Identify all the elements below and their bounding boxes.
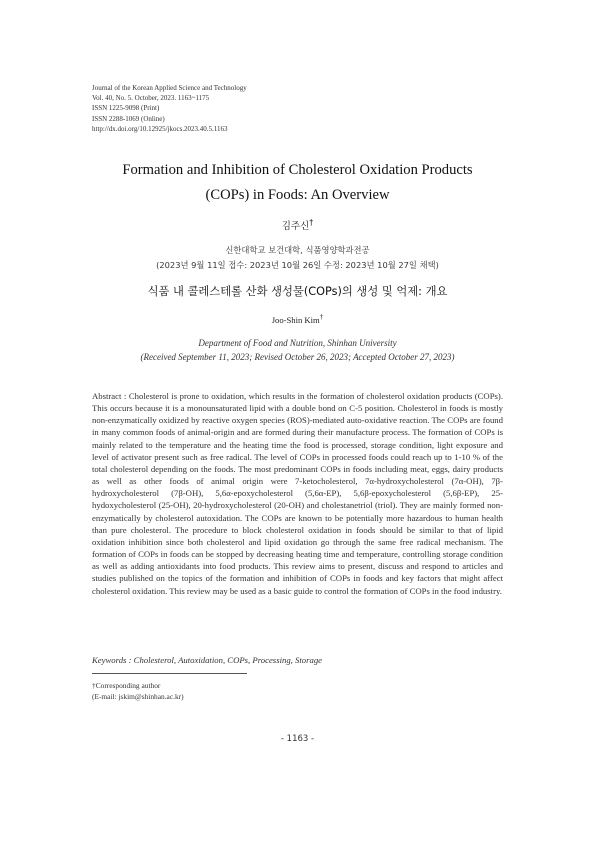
korean-title: 식품 내 콜레스테롤 산화 생성물(COPs)의 생성 및 억제: 개요: [147, 285, 448, 298]
english-author: [0, 313, 595, 325]
journal-name: Journal of the Korean Applied Science and Technology: [92, 84, 247, 92]
corresponding-mark: †: [309, 218, 314, 227]
paper-title-line1: Formation and Inhibition of Cholesterol Oxidation Products: [122, 162, 473, 178]
keywords: Keywords : Cholesterol, Autoxidation, COPs, Processing, Storage: [92, 655, 323, 665]
abstract-text: Cholesterol is prone to oxidation, which results in the formation of cholesterol oxidation products (COPs). This occurs because it is a monounsaturated lipid with a double bond on C-5 position. Cholesterol in foods is mostly non-enzymatically oxidized by reactive oxygen species (ROS)-mediated auto-oxidative reaction. The COPs are found in many common foods of animal-origin and are formed during their manufacture process. The formation of COPs is mainly related to the temperature and the heating time the food is processed, storage condition, light exposure and level of activator present such as free radical. The level of COPs in processed foods could reach up to 1-10 % of the total cholesterol depending on the foods. The most predominant COPs in foods including meat, eggs, dairy products as well as other foods of animal origin were 7-ketocholesterol, 7α-hydroxycholesterol (7α-OH), 7β-hydroxycholesterol (7β-OH), 5,6α-epoxycholesterol (5,6α-EP), 5,6β-epoxycholesterol (5,6β-EP), 25-hydoxycholesterol (25-OH), 20-hydroxycholesterol (20-OH) and cholestanetriol (triol). They are mainly formed non-enzymatically by cholesterol autoxidation. The COPs are known to be potentially more hazardous to human health than pure cholesterol. The procedure to block cholesterol oxidation in foods should be similar to that of lipid oxidation inhibition since both cholesterol and lipid oxidation go through the same free radical mechanism. The formation of COPs in foods can be stopped by decreasing heating time and temperature, controlling storage condition as well as adding antioxidants into food products. This review aims to present, discuss and respond to articles and studies published on the topics of the formation and inhibition of COPs in foods and key factors that might affect cholesterol oxidation. This review may be used as a basic guide to control the formation of COPs in the food industry.: [92, 391, 503, 596]
paper-title: [60, 158, 535, 208]
issn-print: ISSN 1225-9098 (Print): [92, 104, 160, 113]
korean-author-name: 김주신: [281, 221, 310, 233]
korean-affiliation: 신한대학교 보건대학, 식품영양학과전공: [225, 245, 370, 255]
corresponding-mark: †: [319, 313, 324, 321]
journal-header: [92, 83, 247, 134]
korean-author: [0, 218, 595, 232]
issn-online: ISSN 2288-1069 (Online): [92, 114, 165, 123]
footnote-corresponding: †Corresponding author: [92, 681, 161, 690]
footnote-divider: [92, 673, 247, 674]
page-number: - 1163 -: [280, 734, 315, 744]
english-affiliation: Department of Food and Nutrition, Shinhan University: [198, 338, 397, 348]
english-dates: (Received September 11, 2023; Revised October 26, 2023; Accepted October 27, 2023): [140, 352, 455, 362]
paper-title-line2: (COPs) in Foods: An Overview: [205, 187, 390, 203]
footnote: [92, 681, 184, 702]
korean-dates: (2023년 9월 11일 접수: 2023년 10월 26일 수정: 2023년 10월 27일 채택): [156, 260, 439, 270]
doi-link[interactable]: http://dx.doi.org/10.12925/jkocs.2023.40.5.1163: [92, 124, 228, 133]
journal-volume: Vol. 40, No. 5. October, 2023. 1163~1175: [92, 94, 210, 103]
english-author-name: Joo-Shin Kim: [271, 314, 320, 325]
footnote-email: (E-mail: jskim@shinhan.ac.kr): [92, 691, 184, 701]
korean-affiliation-block: [0, 243, 595, 273]
english-affiliation-block: [0, 336, 595, 364]
abstract-label: Abstract :: [92, 391, 129, 401]
abstract: [92, 390, 503, 597]
